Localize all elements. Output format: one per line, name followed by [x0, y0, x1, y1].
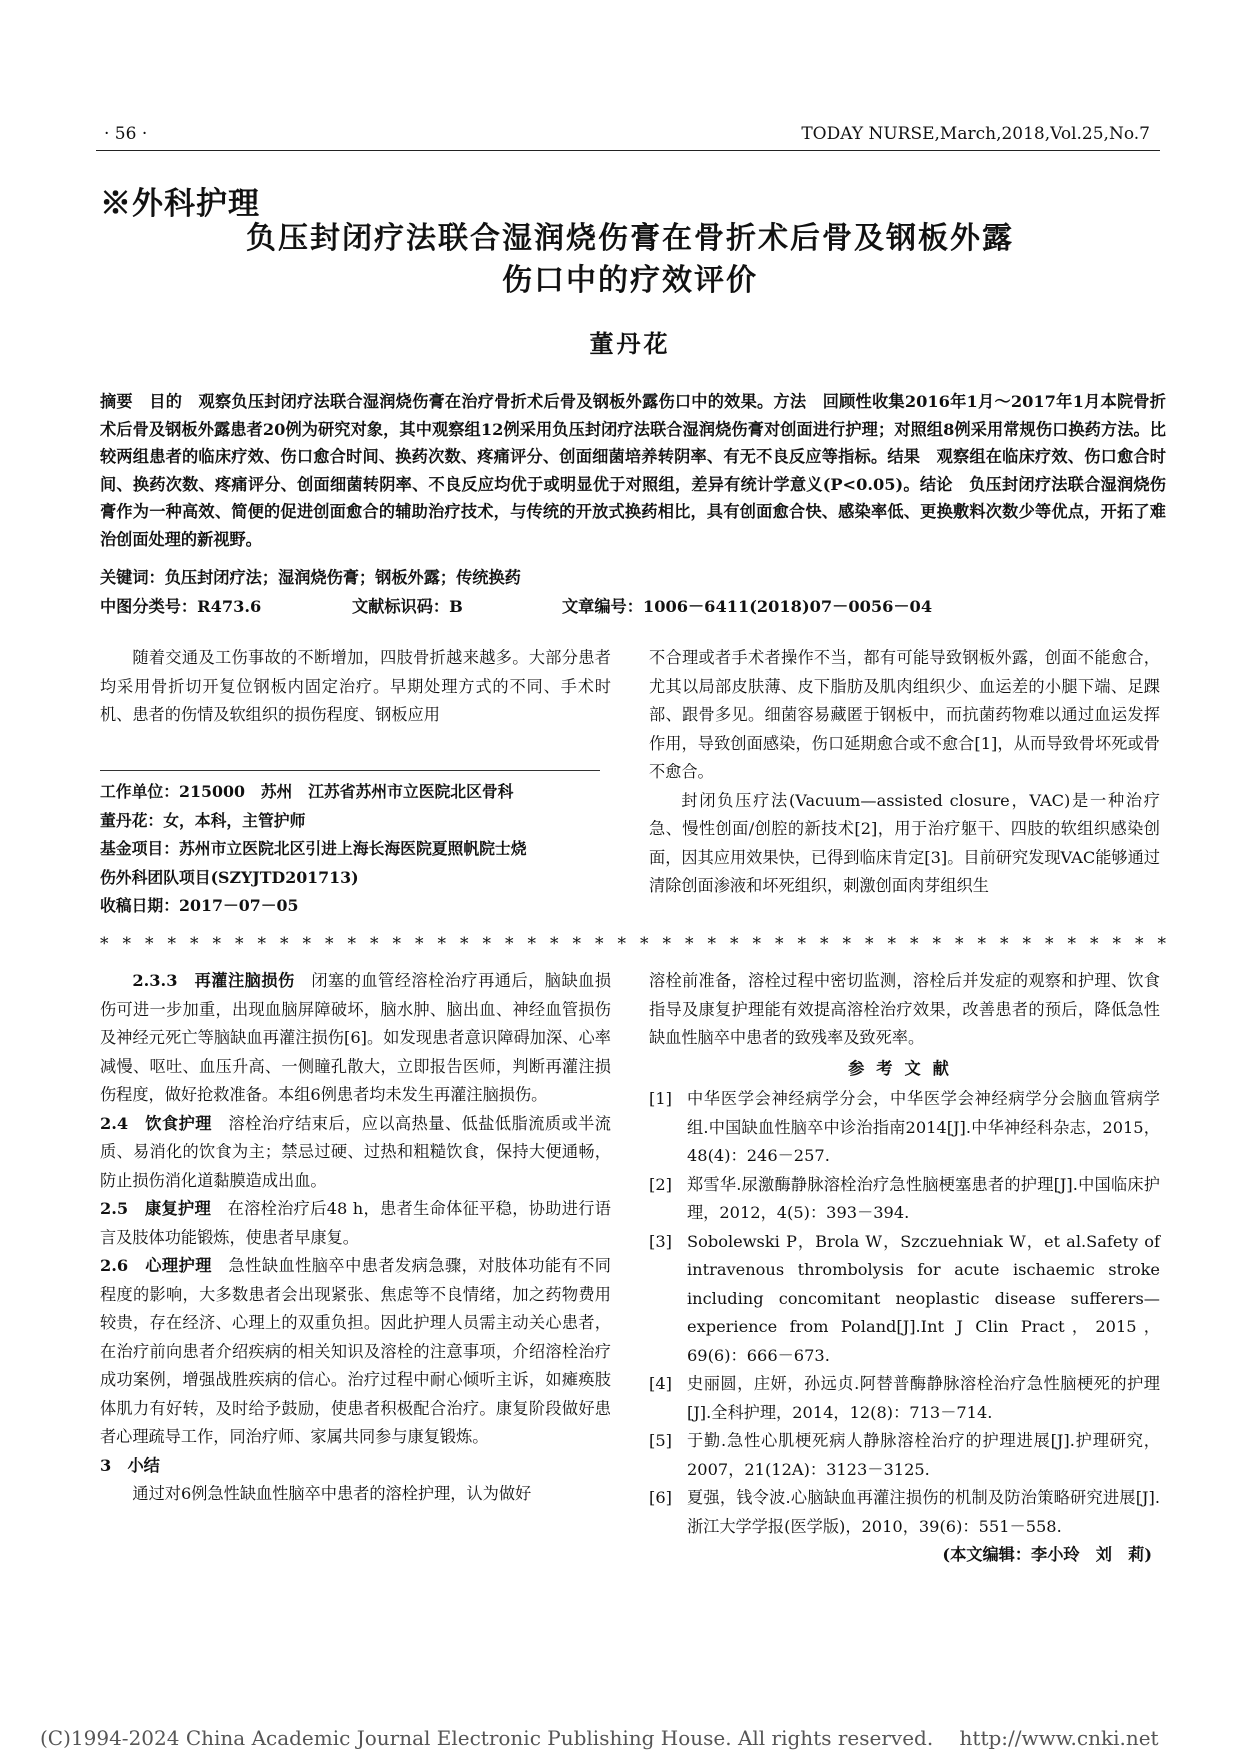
document-code: 文献标识码：B — [352, 597, 463, 616]
clc-number: 中图分类号：R473.6 — [100, 597, 262, 616]
author-info: 董丹花：女，本科，主管护师 — [100, 810, 306, 830]
lower-left-column — [100, 967, 611, 1509]
header-rule — [96, 150, 1160, 151]
article-separator — [100, 934, 1166, 956]
heading-2-4: 2.4 饮食护理 — [100, 1113, 212, 1133]
separator-star: * — [640, 934, 649, 954]
separator-star: * — [595, 934, 604, 954]
separator-star: * — [797, 934, 806, 954]
separator-star: * — [1067, 934, 1076, 954]
separator-star: * — [775, 934, 784, 954]
footnote — [100, 778, 611, 921]
received-date: 收稿日期：2017－07－05 — [100, 896, 299, 915]
reference-item — [649, 1085, 1160, 1171]
separator-star: * — [1112, 934, 1121, 954]
separator-star: * — [1045, 934, 1054, 954]
intro-right-paragraph-2: 封闭负压疗法(Vacuum—assisted closure，VAC)是一种治疗急、慢性创面/创腔的新技术[2]，用于治疗躯干、四肢的软组织感染创面，因其应用效果快，已得到临床肯定[3]。目前研究发现VAC能够通过清除创面渗液和坏死组织，刺激创面肉芽组织生 — [649, 790, 1160, 895]
separator-star: * — [302, 934, 311, 954]
separator-star: * — [370, 934, 379, 954]
journal-header: TODAY NURSE,March,2018,Vol.25,No.7 — [801, 124, 1150, 144]
copyright-notice: (C)1994-2024 China Academic Journal Electronic Publishing House. All rights reserved. http://www.cnki.net — [40, 1726, 1159, 1750]
separator-star: * — [482, 934, 491, 954]
reference-item — [649, 1427, 1160, 1484]
reference-text: 夏强，钱令波.心脑缺血再灌注损伤的机制及防治策略研究进展[J].浙江大学学报(医学版)，2010，39(6)：551－558. — [687, 1488, 1160, 1536]
author-name: 董丹花 — [589, 329, 671, 358]
separator-star: * — [527, 934, 536, 954]
fund-line-1: 基金项目：苏州市立医院北区引进上海长海医院夏照帆院士烧 — [100, 839, 527, 858]
separator-star: * — [685, 934, 694, 954]
intro-right-column — [649, 644, 1160, 901]
keywords: 关键词：负压封闭疗法；湿润烧伤膏；钢板外露；传统换药 — [100, 568, 521, 587]
affiliation: 工作单位：215000 苏州 江苏省苏州市立医院北区骨科 — [100, 782, 514, 801]
reference-number: [6] — [649, 1488, 672, 1507]
title-line-1: 负压封闭疗法联合湿润烧伤膏在骨折术后骨及钢板外露 — [246, 221, 1014, 256]
reference-item — [649, 1370, 1160, 1427]
separator-star: * — [347, 934, 356, 954]
reference-item — [649, 1171, 1160, 1228]
reference-text: Sobolewski P，Brola W，Szczuehniak W，et al.Safety of intravenous thrombolysis for acute ischaemic stroke including concomitant neoplastic disease sufferers—experience from Poland[J].Int J Clin Pract，2015，69(6)：666－673. — [687, 1231, 1160, 1365]
separator-star: * — [415, 934, 424, 954]
separator-star: * — [887, 934, 896, 954]
separator-star: * — [392, 934, 401, 954]
conclusion-continued: 溶栓前准备，溶栓过程中密切监测，溶栓后并发症的观察和护理、饮食指导及康复护理能有效提高溶栓治疗效果，改善患者的预后，降低急性缺血性脑卒中患者的致残率及致死率。 — [649, 971, 1160, 1047]
separator-star: * — [167, 934, 176, 954]
title-line-2: 伤口中的疗效评价 — [502, 263, 758, 298]
references-title: 参考文献 — [848, 1058, 961, 1078]
paragraph-3: 通过对6例急性缺血性脑卒中患者的溶栓护理，认为做好 — [132, 1484, 532, 1503]
intro-right-paragraph-1: 不合理或者手术者操作不当，都有可能导致钢板外露，创面不能愈合，尤其以局部皮肤薄、皮下脂肪及肌肉组织少、血运差的小腿下端、足踝部、跟骨多见。细菌容易藏匿于钢板中，而抗菌药物难以通过血运发挥作用，导致创面感染，伤口延期愈合或不愈合[1]，从而导致骨坏死或骨不愈合。 — [649, 648, 1160, 781]
paragraph-2-6: 急性缺血性脑卒中患者发病急骤，对肢体功能有不同程度的影响，大多数患者会出现紧张、焦虑等不良情绪，加之药物费用较贵，存在经济、心理上的双重负担。因此护理人员需主动关心患者，在治疗前向患者介绍疾病的相关知识及溶栓的注意事项，介绍溶栓治疗成功案例，增强战胜疾病的信心。治疗过程中耐心倾听主诉，如瘫痪肢体肌力有好转，及时给予鼓励，使患者积极配合治疗。康复阶段做好患者心理疏导工作，同治疗师、家属共同参与康复锻炼。 — [100, 1256, 611, 1446]
separator-star: * — [955, 934, 964, 954]
reference-list — [649, 1085, 1160, 1541]
separator-star: * — [550, 934, 559, 954]
reference-text: 中华医学会神经病学分会，中华医学会神经病学分会脑血管病学组.中国缺血性脑卒中诊治指南2014[J].中华神经科杂志，2015，48(4)：246－257. — [687, 1089, 1160, 1165]
separator-star: * — [212, 934, 221, 954]
separator-star: * — [190, 934, 199, 954]
separator-star: * — [932, 934, 941, 954]
reference-text: 史丽圆，庄妍，孙远贞.阿替普酶静脉溶栓治疗急性脑梗死的护理[J].全科护理，2014，12(8)：713－714. — [687, 1374, 1160, 1422]
separator-star: * — [1135, 934, 1144, 954]
reference-text: 郑雪华.尿激酶静脉溶栓治疗急性脑梗塞患者的护理[J].中国临床护理，2012，4(5)：393－394. — [687, 1174, 1160, 1222]
separator-star: * — [842, 934, 851, 954]
abstract: 摘要 目的 观察负压封闭疗法联合湿润烧伤膏在治疗骨折术后骨及钢板外露伤口中的效果。方法 回顾性收集2016年1月～2017年1月本院骨折术后骨及钢板外露患者20例为研究对象，其中观察组12例采用负压封闭疗法联合湿润烧伤膏对创面进行护理；对照组8例采用常规伤口换药方法。比较两组患者的临床疗效、伤口愈合时间、换药次数、疼痛评分、创面细菌培养转阴率、有无不良反应等指标。结果 观察组在临床疗效、伤口愈合时间、换药次数、疼痛评分、创面细菌转阴率、不良反应均优于或明显优于对照组，差异有统计学意义(P<0.05)。结论 负压封闭疗法联合湿润烧伤膏作为一种高效、简便的促进创面愈合的辅助治疗技术，与传统的开放式换药相比，具有创面愈合快、感染率低、更换敷料次数少等优点，开拓了难治创面处理的新视野。 — [100, 392, 1166, 549]
separator-star: * — [707, 934, 716, 954]
separator-star: * — [257, 934, 266, 954]
separator-star: * — [325, 934, 334, 954]
editor-credit: (本文编辑：李小玲 刘 莉) — [942, 1545, 1152, 1564]
separator-star: * — [752, 934, 761, 954]
intro-left-paragraph: 随着交通及工伤事故的不断增加，四肢骨折越来越多。大部分患者均采用骨折切开复位钢板内固定治疗。早期处理方式的不同、手术时机、患者的伤情及软组织的损伤程度、钢板应用 — [100, 648, 611, 724]
separator-star: * — [460, 934, 469, 954]
reference-number: [2] — [649, 1174, 672, 1194]
separator-star: * — [572, 934, 581, 954]
separator-star: * — [820, 934, 829, 954]
separator-star: * — [662, 934, 671, 954]
heading-2-3-3: 2.3.3 再灌注脑损伤 — [132, 971, 295, 990]
separator-star: * — [280, 934, 289, 954]
separator-star: * — [1090, 934, 1099, 954]
paragraph-2-4: 溶栓治疗结束后，应以高热量、低盐低脂流质或半流质、易消化的饮食为主；禁忌过硬、过热和粗糙饮食，保持大便通畅，防止损伤消化道黏膜造成出血。 — [100, 1113, 611, 1190]
separator-star: * — [1022, 934, 1031, 954]
heading-2-6: 2.6 心理护理 — [100, 1256, 212, 1275]
article-number: 文章编号：1006－6411(2018)07－0056－04 — [562, 597, 933, 616]
lower-right-column — [649, 967, 1160, 1570]
reference-text: 于勤.急性心肌梗死病人静脉溶栓治疗的护理进展[J].护理研究，2007，21(12A)：3123－3125. — [687, 1431, 1160, 1479]
separator-star: * — [1000, 934, 1009, 954]
fund-line-2: 伤外科团队项目(SZYJTD201713) — [100, 867, 359, 887]
separator-star: * — [122, 934, 131, 954]
paragraph-2-3-3: 闭塞的血管经溶栓治疗再通后，脑缺血损伤可进一步加重，出现血脑屏障破坏，脑水肿、脑出血、神经血管损伤及神经元死亡等脑缺血再灌注损伤[6]。如发现患者意识障碍加深、心率减慢、呕吐、血压升高、一侧瞳孔散大，立即报告医师，判断再灌注损伤程度，做好抢救准备。本组6例患者均未发生再灌注脑损伤。 — [100, 971, 612, 1104]
heading-2-5: 2.5 康复护理 — [100, 1199, 212, 1218]
intro-left-column — [100, 644, 611, 730]
separator-star: * — [100, 934, 109, 954]
reference-number: [4] — [649, 1374, 672, 1393]
separator-star: * — [910, 934, 919, 954]
heading-3: 3 小结 — [100, 1455, 160, 1475]
section-label: ※外科护理 — [100, 186, 260, 222]
reference-number: [3] — [649, 1231, 672, 1251]
reference-number: [5] — [649, 1431, 672, 1450]
separator-star: * — [437, 934, 446, 954]
footnote-rule — [100, 770, 600, 771]
separator-star: * — [617, 934, 626, 954]
paragraph-2-5: 在溶栓治疗后48 h，患者生命体征平稳，协助进行语言及肢体功能锻炼，使患者早康复。 — [100, 1199, 611, 1247]
separator-star: * — [505, 934, 514, 954]
separator-star: * — [1157, 934, 1166, 954]
reference-number: [1] — [649, 1089, 672, 1108]
separator-star: * — [730, 934, 739, 954]
separator-star: * — [865, 934, 874, 954]
page-number: · 56 · — [104, 124, 148, 144]
reference-item — [649, 1228, 1160, 1371]
separator-star: * — [977, 934, 986, 954]
reference-item — [649, 1484, 1160, 1541]
separator-star: * — [145, 934, 154, 954]
article-title — [100, 218, 1160, 302]
separator-star: * — [235, 934, 244, 954]
